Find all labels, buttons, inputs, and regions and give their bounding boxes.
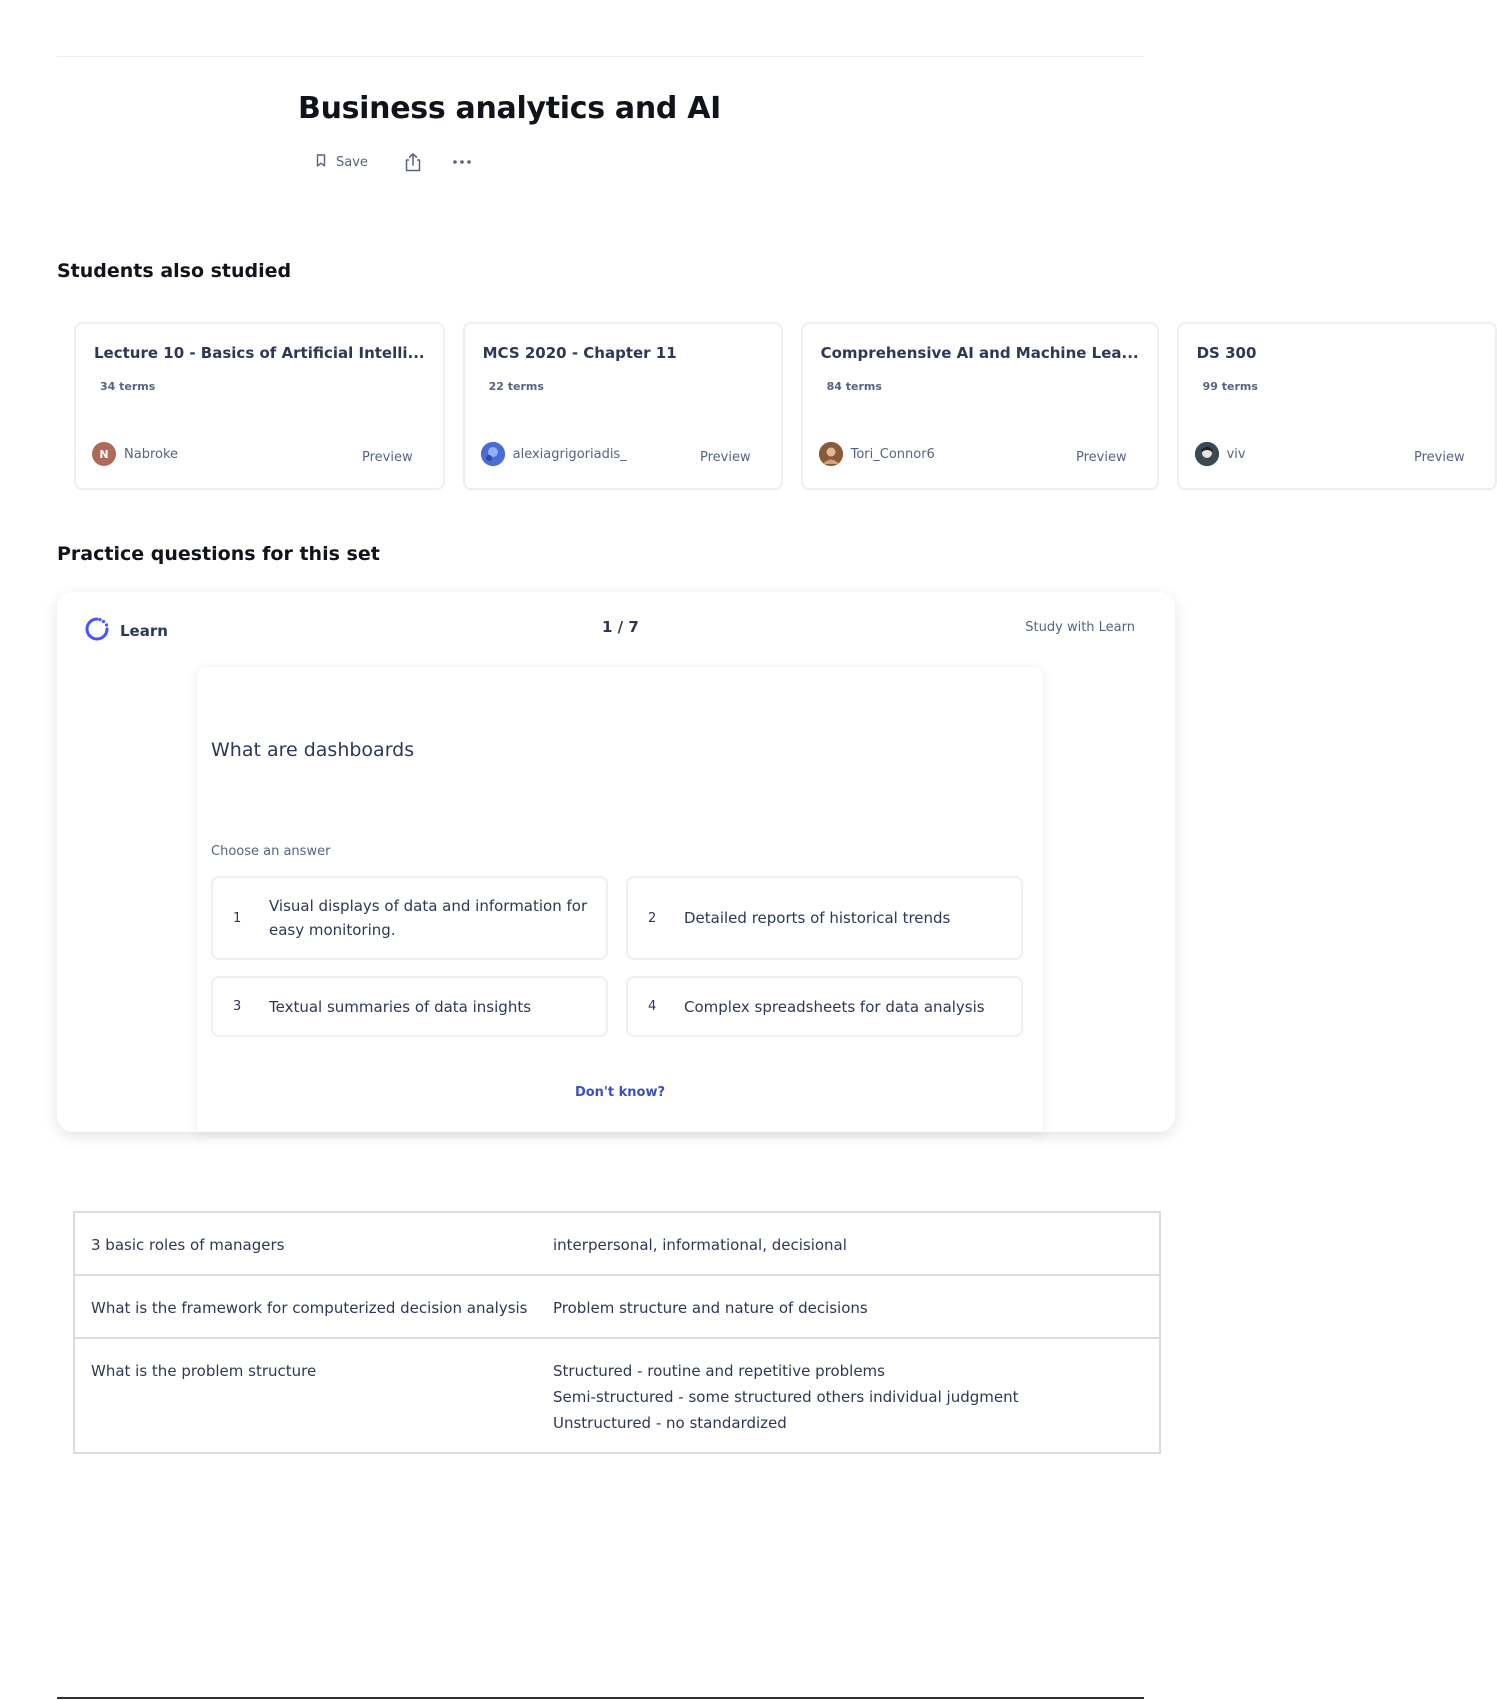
card-username[interactable]: alexiagrigoriadis_ [512, 446, 627, 462]
card-title: DS 300 [1196, 344, 1257, 362]
card-username[interactable]: Tori_Connor6 [850, 446, 935, 462]
definition-line: Unstructured - no standardized [553, 1414, 787, 1432]
definition-cell [549, 1232, 1159, 1258]
question-card [197, 667, 1043, 1132]
more-icon[interactable] [452, 159, 472, 165]
preview-button[interactable]: Preview [362, 449, 413, 465]
avatar [1195, 442, 1219, 466]
card-username[interactable]: viv [1226, 446, 1246, 462]
answer-option-1[interactable] [211, 876, 608, 960]
definition-cell [549, 1295, 1159, 1321]
answer-option-3[interactable] [211, 976, 608, 1037]
preview-button[interactable]: Preview [700, 449, 751, 465]
table-row [75, 1213, 1159, 1274]
card-title: Comprehensive AI and Machine Lea... [820, 344, 1139, 362]
dont-know-button[interactable]: Don't know? [574, 1085, 666, 1100]
study-with-learn-link[interactable]: Study with Learn [1025, 620, 1135, 635]
definition-line: Semi-structured - some structured others individual judgment [553, 1388, 1019, 1406]
set-actions [316, 152, 472, 172]
answer-number: 3 [233, 999, 242, 1014]
card-title: Lecture 10 - Basics of Artificial Intelli... [94, 344, 425, 362]
learn-mode-label: Learn [120, 622, 168, 640]
avatar [819, 442, 843, 466]
answer-text: Textual summaries of data insights [269, 997, 532, 1016]
terms-table [73, 1211, 1161, 1454]
bottom-divider [57, 1697, 1144, 1699]
save-label: Save [336, 154, 368, 170]
table-row [75, 1337, 1159, 1452]
learn-mode-icon [84, 616, 110, 646]
card-username[interactable]: Nabroke [124, 446, 179, 462]
definition-line: interpersonal, informational, decisional [553, 1236, 847, 1254]
related-sets-carousel [74, 322, 1465, 494]
practice-questions-heading: Practice questions for this set [57, 543, 380, 565]
share-icon[interactable] [404, 152, 422, 172]
answer-option-2[interactable] [626, 876, 1023, 960]
question-counter: 1 / 7 [602, 618, 639, 636]
definition-line: Structured - routine and repetitive problems [553, 1362, 885, 1380]
card-term-count: 99 terms [1202, 380, 1258, 393]
bookmark-icon [316, 154, 326, 171]
set-title: Business analytics and AI [298, 91, 722, 126]
avatar: N [92, 442, 116, 466]
related-set-card[interactable] [801, 322, 1159, 490]
practice-question-panel [57, 592, 1175, 1132]
preview-button[interactable]: Preview [1413, 449, 1465, 465]
answer-options [211, 876, 1023, 1037]
term-cell: 3 basic roles of managers [91, 1236, 285, 1254]
learn-mode-header [84, 616, 168, 646]
card-title: MCS 2020 - Chapter 11 [482, 344, 677, 362]
choose-answer-label: Choose an answer [211, 844, 331, 859]
card-term-count: 84 terms [826, 380, 882, 393]
top-divider [57, 56, 1144, 57]
question-text: What are dashboards [211, 739, 415, 761]
related-set-card[interactable] [74, 322, 445, 490]
answer-text: Detailed reports of historical trends [684, 909, 951, 927]
avatar [481, 442, 505, 466]
answer-text: Visual displays of data and information for easy monitoring. [269, 897, 588, 939]
answer-option-4[interactable] [626, 976, 1023, 1037]
answer-number: 2 [648, 910, 657, 926]
related-set-card[interactable] [463, 322, 783, 490]
answer-number: 4 [648, 999, 657, 1014]
definition-cell [549, 1358, 1159, 1436]
students-also-studied-heading: Students also studied [57, 260, 292, 282]
term-cell: What is the framework for computerized decision analysis [91, 1299, 528, 1317]
term-cell: What is the problem structure [91, 1362, 317, 1380]
related-set-card[interactable] [1177, 322, 1497, 490]
card-term-count: 22 terms [488, 380, 544, 393]
definition-line: Problem structure and nature of decisions [553, 1299, 868, 1317]
card-term-count: 34 terms [100, 380, 156, 393]
table-row [75, 1274, 1159, 1337]
answer-text: Complex spreadsheets for data analysis [684, 997, 985, 1016]
answer-number: 1 [233, 910, 242, 926]
preview-button[interactable]: Preview [1075, 449, 1127, 465]
save-button[interactable] [316, 154, 368, 171]
